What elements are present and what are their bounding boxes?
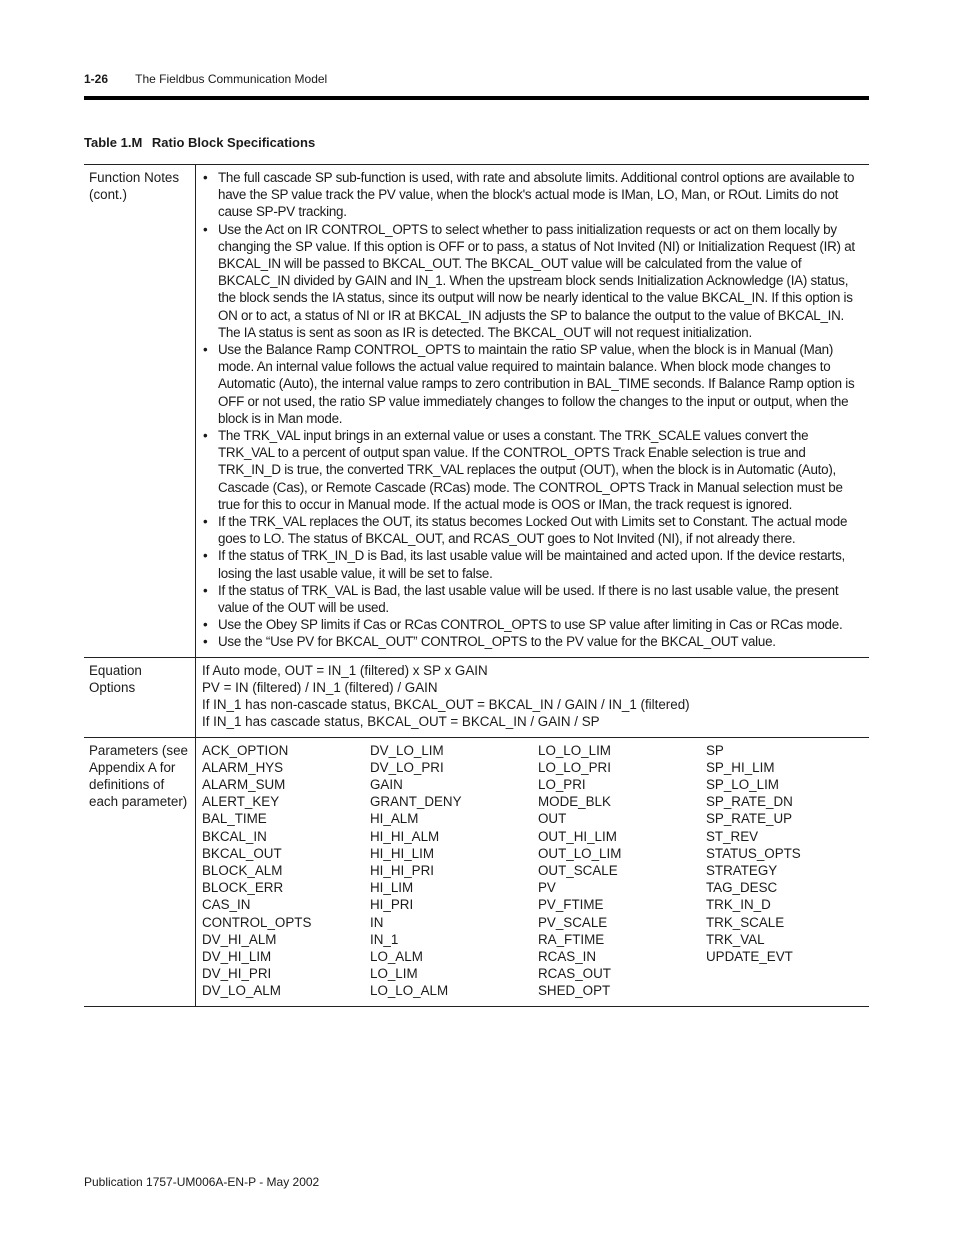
parameter-name: BLOCK_ALM [202,862,283,878]
parameter-name: RCAS_IN [538,948,597,964]
function-notes-label: Function Notes (cont.) [84,165,196,657]
parameter-column [538,742,706,1000]
parameter-name: TRK_SCALE [706,914,785,930]
parameter-name: LO_LO_LIM [538,742,611,758]
publication-footer: Publication 1757-UM006A-EN-P - May 2002 [84,1175,320,1189]
parameter-name: DV_LO_LIM [370,742,444,758]
table-row-function-notes [84,165,869,658]
parameter-name: HI_LIM [370,880,414,896]
parameter-name: TRK_VAL [706,931,765,947]
parameter-name: SHED_OPT [538,983,611,999]
parameter-name: ALARM_SUM [202,776,286,792]
parameter-name: ACK_OPTION [202,742,289,758]
parameter-name: OUT_SCALE [538,862,618,878]
page-header [84,72,327,86]
equation-options-label: Equation Options [84,658,196,737]
parameter-name: HI_ALM [370,811,419,827]
equation-line: PV = IN (filtered) / IN_1 (filtered) / GAIN [202,679,438,695]
parameter-name: GRANT_DENY [370,794,462,810]
header-rule [84,96,869,100]
parameter-name: SP_HI_LIM [706,759,775,775]
spec-table [84,164,869,1007]
parameter-name: STRATEGY [706,862,778,878]
parameter-name: DV_LO_ALM [202,983,281,999]
parameter-name: IN_1 [370,931,399,947]
parameter-name: DV_HI_ALM [202,931,277,947]
parameter-name: GAIN [370,776,403,792]
parameter-name: BKCAL_OUT [202,845,282,861]
function-note-item: • Use the Balance Ramp CONTROL_OPTS to maintain the ratio SP value, when the block is in Manual (Man) mode. An internal value follows the actual value required to maintain balance. When block mode changes to Automatic (Auto), the internal value ramps to zero contribution in BAL_TIME seconds. If Balance Ramp option is OFF or not used, the ratio SP value immediately changes to follow the changes to the input or output, when the block is in Man mode. [202,341,863,427]
parameter-name: MODE_BLK [538,794,611,810]
parameter-name: DV_HI_LIM [202,948,272,964]
parameter-name: RA_FTIME [538,931,605,947]
equation-options-cell [196,658,869,737]
equation-line: If Auto mode, OUT = IN_1 (filtered) x SP x GAIN [202,662,488,678]
parameter-name: PV_FTIME [538,897,604,913]
parameter-name: HI_HI_ALM [370,828,440,844]
parameter-column [370,742,538,1000]
parameter-name: OUT_HI_LIM [538,828,617,844]
parameter-name: SP_RATE_DN [706,794,793,810]
parameter-name: HI_PRI [370,897,414,913]
parameter-name: LO_ALM [370,948,423,964]
parameter-name: DV_LO_PRI [370,759,444,775]
parameter-column [202,742,370,1000]
parameter-name: LO_LO_PRI [538,759,611,775]
function-note-item: • Use the “Use PV for BKCAL_OUT” CONTROL_OPTS to the PV value for the BKCAL_OUT value. [202,633,863,650]
parameter-name: HI_HI_LIM [370,845,434,861]
parameter-name: ALARM_HYS [202,759,284,775]
parameters-grid [202,742,874,1000]
function-notes-list [202,169,863,651]
parameter-name: BKCAL_IN [202,828,267,844]
parameter-name: SP_RATE_UP [706,811,793,827]
parameter-name: CONTROL_OPTS [202,914,312,930]
function-note-item: • If the status of TRK_VAL is Bad, the last usable value will be used. If there is no last usable value, the present value of the OUT will be used. [202,582,863,616]
function-note-item: • The TRK_VAL input brings in an external value or uses a constant. The TRK_SCALE values convert the TRK_VAL to a percent of output span value. If the CONTROL_OPTS Track Enable selection is true and TRK_IN_D is true, the converted TRK_VAL replaces the output (OUT), when the block is in Automatic (Auto), Cascade (Cas), or Remote Cascade (RCas) mode. The CONTROL_OPTS Track in Manual selection must be true for this to occur in Manual mode. If the actual mode is OOS or IMan, the track request is ignored. [202,427,863,513]
parameter-name: PV [538,880,556,896]
parameter-name: OUT [538,811,567,827]
table-caption [84,135,315,150]
parameter-name: LO_LO_ALM [370,983,449,999]
table-title: Ratio Block Specifications [151,135,316,150]
parameter-name: BAL_TIME [202,811,267,827]
equation-line: If IN_1 has non-cascade status, BKCAL_OUT = BKCAL_IN / GAIN / IN_1 (filtered) [202,697,690,713]
function-notes-cell [196,165,869,657]
parameter-name: UPDATE_EVT [706,948,793,964]
function-note-item: • If the TRK_VAL replaces the OUT, its status becomes Locked Out with Limits set to Constant. The actual mode goes to LO. The status of BKCAL_OUT, and RCAS_OUT goes to Not Invited (NI), if not already there. [202,513,863,547]
parameter-name: CAS_IN [202,897,251,913]
function-note-item: • The full cascade SP sub-function is used, with rate and absolute limits. Additional control options are available to have the SP value track the PV value, when the block's actual mode is IMan, LO, Man, or ROut. Limits do not cause SP-PV tracking. [202,169,863,221]
parameter-name: PV_SCALE [538,914,608,930]
parameter-name: IN [370,914,384,930]
table-row-equation-options [84,658,869,738]
function-note-item: • Use the Act on IR CONTROL_OPTS to select whether to pass initialization requests or act on them locally by changing the SP value. If this option is OFF or to pass, a status of Not Invited (NI) or Initialization Request (IR) at BKCAL_IN will be passed to BKCAL_OUT. The BKCAL_OUT value will be calculated from the value of BKCALC_IN divided by GAIN and IN_1. When the upstream block sends Initialization Acknowledge (IA) status, the block sends the IA status, since its output will now be nearly identical to the value BKCAL_IN. If this option is ON or to act, a status of NI or IR at BKCAL_IN adjusts the SP to balance the output to the value of BKCAL_IN. The IA status is sent as soon as IR is detected. The BKCAL_OUT will not request initialization. [202,221,863,341]
equation-line: If IN_1 has cascade status, BKCAL_OUT = BKCAL_IN / GAIN / SP [202,714,600,730]
table-label: Table 1.M [84,135,143,150]
parameter-name: STATUS_OPTS [706,845,801,861]
parameter-name: ALERT_KEY [202,794,280,810]
parameter-name: LO_PRI [538,776,586,792]
parameter-name: SP_LO_LIM [706,776,779,792]
parameter-name: DV_HI_PRI [202,966,272,982]
parameter-name: LO_LIM [370,966,418,982]
parameter-name: HI_HI_PRI [370,862,434,878]
page-number: 1-26 [84,72,109,86]
parameter-name: SP [706,742,724,758]
chapter-title: The Fieldbus Communication Model [135,72,328,86]
parameter-name: ST_REV [706,828,759,844]
function-note-item: • If the status of TRK_IN_D is Bad, its last usable value will be maintained and acted upon. If the device restarts, losing the last usable value, it will be set to false. [202,547,863,581]
parameter-name: OUT_LO_LIM [538,845,622,861]
parameter-name: TAG_DESC [706,880,778,896]
parameters-cell [196,738,880,1006]
parameter-column [706,742,874,1000]
table-row-parameters [84,738,869,1007]
parameter-name: BLOCK_ERR [202,880,284,896]
parameters-label: Parameters (see Appendix A for definitions of each parameter) [84,738,196,1006]
parameter-name: TRK_IN_D [706,897,771,913]
parameter-name: RCAS_OUT [538,966,611,982]
function-note-item: • Use the Obey SP limits if Cas or RCas CONTROL_OPTS to use SP value after limiting in Cas or RCas mode. [202,616,863,633]
